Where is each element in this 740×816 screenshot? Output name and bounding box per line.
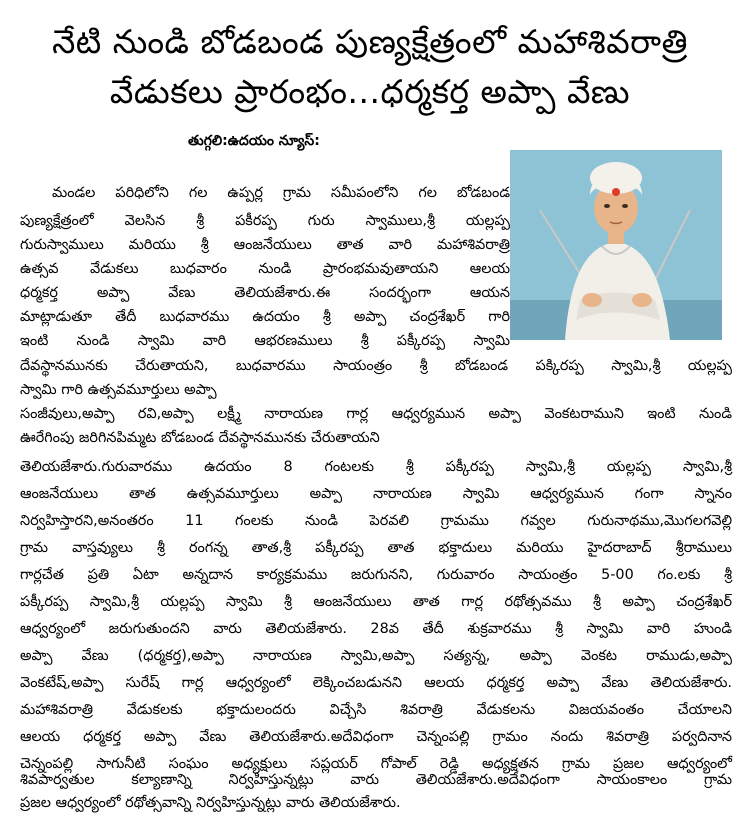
body-line-12: తెలియజేశారు.గురువారము ఉదయం 8 గంటలకు శ్రీ పక్కీరప్ప స్వామి,శ్రీ యల్లప్ప స్వామి,శ్రీ: [20, 459, 732, 475]
body-line-5: ధర్మకర్త అప్పా వేణు తెలియజేశారు.ఈ సందర్భంగా ఆయన: [20, 285, 510, 301]
tilak: [612, 188, 620, 196]
hand-right: [632, 293, 652, 307]
body-line-11: ఊరేగింపు జరిగినపిమ్మట బోడబండ దేవస్థానమునకు చేరుతాయని: [20, 430, 380, 446]
body-line-9: స్వామి గారి ఉత్సవమూర్తులు అప్పా: [20, 382, 217, 398]
eye-left: [604, 204, 610, 208]
byline: తుగ్గలి:ఉదయం న్యూస్:: [188, 133, 320, 149]
headline-line-2: వేడుకలు ప్రారంభం...ధర్మకర్త అప్పా వేణు: [109, 72, 631, 111]
body-line-14: నిర్వహిస్తారని,అనంతరం 11 గంలకు నుండి పెరవలి గ్రామము గవ్వల గురునాథము,మొగలగవెల్లి: [20, 513, 732, 529]
body-line-16: గార్లచేత ప్రతి ఏటా అన్నదాన కార్యక్రమము జరుగునని, గురువారం సాయంత్రం 5-00 గం.లకు శ్రీ: [20, 567, 732, 583]
body-line-18: ఆధ్వర్యంలో జరుగుతుందని వారు తెలియజేశారు. 28వ తేదీ శుక్రవారము శ్రీ స్వామి వారి హుండి: [20, 621, 732, 637]
body-line-21: మహాశివరాత్రి వేడుకలకు భక్తాదులందరు విచ్చేసి శివరాత్రి వేడుకలను విజయవంతం చేయాలని: [20, 702, 732, 718]
body-line-23: చెన్నంపల్లి సాగునీటి సంఘం అధ్యక్షులు సప్లయర్ గోపాల్ రెడ్డి అధ్యక్షతన గ్రామ ప్రజల ఆధ్వర్యంలో: [20, 756, 732, 772]
saint-portrait-photo: [510, 150, 722, 340]
body-line-3: గురుస్వాములు మరియు శ్రీ ఆంజనేయులు తాత వారి మహాశివరాత్రి: [20, 237, 510, 253]
body-line-15: గ్రామ వాస్తవ్యులు శ్రీ రంగన్న తాత,శ్రీ పక్కీరప్ప తాత భక్తాదులు మరియు హైదరాబాద్ శ్రీరాములు: [20, 540, 732, 556]
body-line-24: శివపార్వతుల కల్యాణాన్ని నిర్వహిస్తున్నట్లు వారు తెలియజేశారు.అదేవిధంగా సాయంకాలం గ్రామ: [20, 772, 732, 788]
body-line-8: దేవస్థానమునకు చేరుతాయని, బుధవారము సాయంత్రం శ్రీ బోడబండ పక్కిరప్ప స్వామి,శ్రీ యల్లప్ప: [20, 358, 732, 374]
body-line-1: మండల పరిధిలోని గల ఉప్పర్ల గ్రామ సమీపంలోని గల బోడబండ: [52, 185, 510, 201]
hand-left: [582, 293, 602, 307]
saint-portrait-icon: [510, 150, 722, 340]
headline-line-1: నేటి నుండి బోడబండ పుణ్యక్షేత్రంలో మహాశివరాత్రి: [52, 22, 688, 61]
body-line-20: వెంకటేష్,అప్పా సురేష్ గార్ల ఆధ్వర్యంలో లెక్కించబడునని ఆలయ ధర్మకర్త అప్పా వేణు తెలియజేశారు.: [20, 675, 732, 691]
body-line-4: ఉత్సవ వేడుకలు బుధవారం నుండి ప్రారంభమవుతాయని ఆలయ: [20, 261, 510, 277]
body-line-13: ఆంజనేయులు తాత ఉత్సవమూర్తులు అప్పా నారాయణ స్వామి ఆధ్వర్యమున గంగా స్నానం: [20, 486, 732, 502]
body-line-6: మాట్లాడుతూ తేదీ బుధవారము ఉదయం శ్రీ అప్పా చంద్రశేఖర్ గారి: [20, 309, 510, 325]
body-line-2: పుణ్యక్షేత్రంలో వెలసిన శ్రీ పకీరప్ప గురు స్వాములు,శ్రీ యల్లప్ప: [20, 213, 510, 229]
body-line-19: అప్పా వేణు (ధర్మకర్త),అప్పా నారాయణ స్వామి,అప్పా సత్యన్న, అప్పా వెంకట రాముడు,అప్పా: [20, 648, 732, 664]
body-line-25: ప్రజల ఆధ్వర్యంలో రథోత్సవాన్ని నిర్వహిస్తున్నట్లు వారు తెలియజేశారు.: [20, 795, 401, 811]
body-line-7: ఇంటి నుండి స్వామి వారి ఆభరణములు శ్రీ పక్కీరప్ప స్వామి: [20, 333, 510, 349]
eye-right: [622, 204, 628, 208]
body-line-22: ఆలయ ధర్మకర్త అప్పా వేణు తెలియజేశారు.అదేవిధంగా చెన్నంపల్లి గ్రామం నందు శివరాత్రి పర్వదినాన: [20, 729, 732, 745]
body-line-10: సంజీవులు,అప్పా రవి,అప్పా లక్ష్మీ నారాయణ గార్ల ఆధ్వర్యమున అప్పా వెంకటరాముని ఇంటి నుండి: [20, 406, 732, 422]
body-line-17: పక్కీరప్ప స్వామి,శ్రీ యల్లప్ప స్వామి శ్రీ ఆంజనేయులు తాత గార్ల రథోత్సవము శ్రీ అప్పా చంద్రశేఖర్: [20, 594, 732, 610]
